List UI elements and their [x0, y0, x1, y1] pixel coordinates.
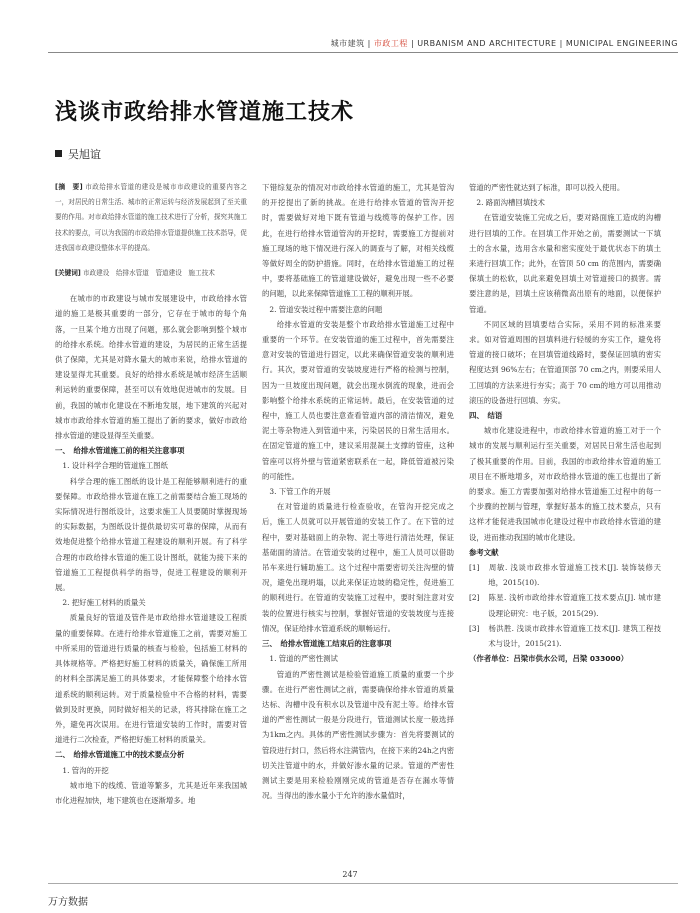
- column-2: [262, 180, 454, 803]
- subsection-heading: 3. 下管工作的开展: [269, 487, 331, 497]
- reference-item: [469, 590, 661, 620]
- paragraph: 下错综复杂的情况对市政给排水管道的施工，尤其是管沟的开挖提出了新的挑战。在进行给排水管道的管沟开挖时，需要做好对地下既有管道与线缆等的保护工作。因此，在进行给排水管道管沟的开挖时，需要施工方提前对施工现场的地下情况进行深入的调查与了解，对相关线缆等做好周全的防护措施。同时，在给排水管道施工的过程中，要将基础施工的管道建设做好，避免出现一些不必要的问题，以此来保障管道施工工程的顺利开展。: [262, 183, 454, 299]
- paragraph: 不同区域的回填要结合实际，采用不同的标准来要求。如对管道周围的回填料进行轻缓的夯实工作，避免将管道的接口破坏；在回填管道线路时，要保证回填的密实程度达到 96%左右；在管道顶部 70 cm之内，则要采用人工回填的方法来进行夯实；高于 70 cm的地方可以用推动滚压的设备进行回填、夯实。: [469, 319, 661, 405]
- author-name: 吴旭谊: [68, 148, 101, 161]
- reference-number: [3]: [469, 623, 480, 633]
- keywords-label: [关键词]: [55, 269, 81, 278]
- author-line: [55, 146, 101, 162]
- header-rule: [48, 52, 678, 53]
- abstract: [55, 180, 247, 256]
- header-sep: |: [364, 39, 374, 48]
- subsection-heading: 1. 管道的严密性测试: [269, 654, 338, 664]
- reference-text: 陈星. 浅析市政给排水管道施工技术要点[J]. 城市建设理论研究：电子版，2015(29).: [488, 593, 661, 618]
- abstract-label: [摘 要]: [55, 183, 83, 191]
- footer-rule: [48, 883, 678, 884]
- subsection-heading: 1. 管沟的开挖: [62, 765, 109, 775]
- section-heading: 二、 给排水管道施工中的技术要点分析: [55, 750, 185, 760]
- header-part2: 市政工程: [373, 39, 408, 48]
- paragraph: 在城市的市政建设与城市发展建设中，市政给排水管道的施工是极其重要的一部分，它存在于城市的每个角落，一旦某个地方出现了问题，那么就会影响到整个城市的给排水系统。给排水管道的建设，为居民的正常生活提供了保障，尤其是对降水量大的城市来说，给排水管道的建设显得尤其重要。良好的给排水系统是城市经济生活顺利运转的重要保障，甚至可以有效地促进城市的发展。目前，我国的城市化建设在不断地发展，地下建筑的兴起对城市市政给排水管道的施工提出了新的要求，做好市政给排水管道的建设显得至关重要。: [55, 294, 247, 441]
- reference-number: [2]: [469, 593, 480, 603]
- reference-text: 周敏. 浅谈市政排水管道施工技术[J]. 装饰装修天地，2015(10).: [488, 563, 661, 588]
- paragraph: 城市化建设进程中，市政给排水管道的施工对于一个城市的发展与顺利运行至关重要，对居民日常生活也起到了极其重要的作用。目前，我国的市政给排水管道的施工项目在不断地增多，对市政给排水管道的施工也提出了新的要求。施工方需要加强对给排水管道施工过程中的每一个步骤的控制与管理，掌握好基本的施工技术要点，只有这样才能促进我国城市化建设过程中市政给排水管道的建设，进而推动我国的城市化建设。: [469, 426, 661, 542]
- subsection-heading: 1. 设计科学合理的管道施工图纸: [62, 461, 168, 471]
- paragraph: 给排水管道的安装是整个市政给排水管道施工过程中重要的一个环节。在安装管道的施工过程中，首先需要注意对安装的管道进行固定，以此来确保管道安装的顺利进行。其次，要对管道的安装坡度进行严格的检测与控制，因为一旦坡度出现问题，就会出现水倒流的现象，进而会影响整个给排水系统的正常运转。最后，在安装管道的过程中，施工人员也要注意查看管道内部的清洁情况，避免泥土等杂物进入到管道中来，污染居民的日常生活用水。在固定管道的施工中，建议采用混凝土支撑的管座，这种管座可以将外壁与管道紧密联系在一起，降低管道被污染的可能性。: [262, 319, 454, 481]
- subsection-heading: 2. 管道安装过程中需要注意的问题: [269, 304, 383, 314]
- references-title: 参考文献: [469, 547, 499, 557]
- reference-item: [469, 621, 661, 651]
- running-header: [331, 38, 678, 49]
- section-heading: 三、 给排水管道施工结束后的注意事项: [262, 639, 392, 649]
- author-affiliation: （作者单位：吕梁市供水公司，吕梁 033000）: [469, 654, 629, 664]
- paragraph: 在对管道的质量进行检查验收，在管沟开挖完成之后，施工人员就可以开展管道的安装工作了。在下管的过程中，要对基础面上的杂物、泥土等进行清洁处理，保证基础面的清洁。在管道安装的过程中，施工人员可以借助吊车来进行辅助施工。这个过程中需要密切关注沟壁的情况，避免出现坍塌，以此来保证边坡的稳定性，促进施工的顺利进行。在管道的安装施工过程中，要时刻注意对安装的位置进行核实与控制，掌握好管道的安装坡度与连接情况，保证给排水管道系统的顺畅运行。: [262, 502, 454, 633]
- section-heading: 一、 给排水管道施工前的相关注意事项: [55, 446, 185, 456]
- paragraph: 城市地下的线缆、管道等繁多，尤其是近年来我国城市化进程加快，地下建筑也在逐渐增多。地: [55, 780, 247, 805]
- column-3: [469, 180, 661, 667]
- paragraph: 科学合理的施工图纸的设计是工程能够顺利进行的重要保障。市政给排水管道在施工之前需要结合施工现场的实际情况进行图纸设计，这要求施工人员要随时掌握现场的实际数据，为图纸设计提供最切实可靠的保障，从而有效地促进整个给排水管道工程建设的顺利开展。有了科学合理的市政给排水管道的施工设计图纸，就能为接下来的管道施工工程提供科学的指导，促进工程建设的顺利开展。: [55, 476, 247, 593]
- keywords-text: 市政建设 给排水管道 管道建设 施工技术: [80, 269, 215, 278]
- abstract-text: 市政给排水管道的建设是城市市政建设的重要内容之一，对居民的日常生活、城市的正常运转与经济发展起到了至关重要的作用。对市政给排水管道的施工技术进行了分析，探究其施工技术的要点，可以为我国的市政给排水管道提供施工技术指导，促进我国市政建设整体水平的提高。: [55, 183, 247, 252]
- reference-text: 杨洪胜. 浅谈市政排水管道施工技术[J]. 建筑工程技术与设计，2015(21).: [488, 623, 661, 649]
- reference-item: [469, 560, 661, 590]
- reference-number: [1]: [469, 563, 480, 573]
- wanfang-watermark: 万方数据: [48, 897, 88, 908]
- paragraph: 管道的严密性就达到了标准，即可以投入使用。: [469, 183, 625, 192]
- header-part3: | URBANISM AND ARCHITECTURE | MUNICIPAL ENGINEERING: [407, 39, 678, 48]
- author-square-icon: [55, 150, 62, 157]
- subsection-heading: 2. 路面沟槽回填技术: [476, 198, 545, 208]
- header-part1: 城市建筑: [330, 39, 365, 48]
- paragraph: 管道的严密性测试是检验管道施工质量的重要一个步骤。在进行严密性测试之前，需要确保给排水管道的质量达标、沟槽中没有积水以及管道中没有泥土等。给排水管道的严密性测试一般是分段进行，管道测试长度一般选择为1km之内。具体的严密性测试步骤为：首先将要测试的管段进行封口，然后将水注满管内，在接下来的24h之内密切关注管道中的水，并做好渗水量的记录。管道的严密性测试主要是用来检验刚刚完成的管道是否存在漏水等情况。当得出的渗水量小于允许的渗水量值时，: [262, 669, 454, 801]
- paragraph: 在管道安装施工完成之后，要对路面施工造成的沟槽进行回填的工作。在回填工作开始之前，需要测试一下填土的含水量，选用含水量和密实度处于最优状态下的填土来进行回填工作；此外，在管顶 50 cm 的范围内，需要确保填土的松软，以此来避免回填土对管道接口的损害。需要注意的是，回填土应该稍微高出原有的地面，以便保护管道。: [469, 213, 661, 314]
- section-heading: 四、 结语: [469, 411, 503, 421]
- column-1: [55, 180, 247, 808]
- paragraph: 质量良好的管道及管件是市政给排水管道建设工程质量的重要保障。在进行给排水管道施工之前，需要对施工中所采用的管道进行质量的核查与检验，包括施工材料的具体规格等。严格把好施工材料的质量关，确保施工所用的材料全部满足施工的具体要求，才能保障整个给排水管道系统的顺利运转。对于质量检验中不合格的材料，需要做到及时更换，同时做好相关的记录，将其排除在施工之外，避免再次误用。在进行管道安装的工作时，需要对管道进行二次检查，严格把好施工材料的质量关。: [55, 613, 247, 745]
- subsection-heading: 2. 把好施工材料的质量关: [62, 598, 146, 608]
- keywords: [55, 266, 247, 281]
- article-title: 浅谈市政给排水管道施工技术: [55, 100, 355, 125]
- page-number: 247: [342, 870, 358, 879]
